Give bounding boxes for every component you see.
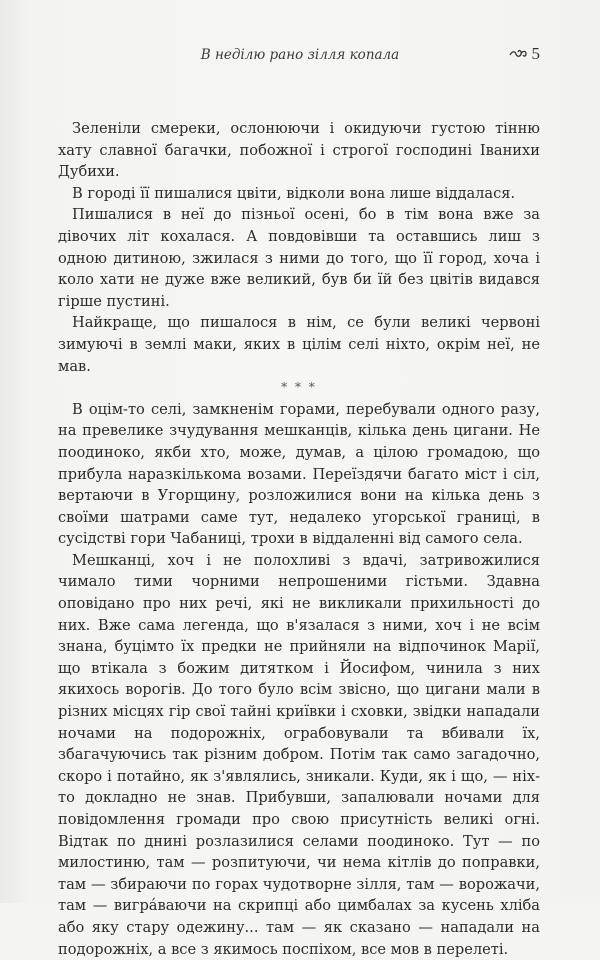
flourish-ornament-icon [509,47,527,59]
body-text [58,118,540,960]
paragraph: В оцім-то селі, замкненім горами, перебували одного разу, на превелике зчудування мешканців, кілька день цигани. Не поодиноко, якби хто, може, думав, а цілою громадою, що прибула наразкількома возами. Переїздячи багато міст і сіл, вертаючи в Угорщину, розложилися вони на кілька день з своїми шатрами саме тут, недалеко угорської границі, в сусідстві гори Чабаниці, трохи в віддаленні від самого села. [58,400,540,548]
chapter-title: В неділю рано зілля копала [200,47,400,63]
running-header [60,44,540,68]
page-number: 5 [531,44,540,63]
paragraph: Зеленіли смереки, ослонюючи і окидуючи густою тінню хату славної багачки, побожної і строгої господині Іванихи Дубихи. [58,120,540,181]
paragraph: В городі її пишалися цвіти, відколи вона лише віддалася. [72,184,516,202]
section-break: * * * [281,380,317,395]
paragraph: Пишалися в неї до пізньої осені, бо в тім вона вже за дівочих літ кохалася. А повдовівши та оставшись лиш з одною дитиною, зжилася з ними до того, що її город, хоча і коло хати не дуже вже великий, був би їй без цвітів видався гірше пустині. [58,206,540,310]
paragraph: Мешканці, хоч і не полохливі з вдачі, затривожилися чимало тими чорними непрошеними гістьми. Здавна оповідано про них речі, які не викликали прихильності до них. Вже сама легенда, що в'язалася з ними, хоч і не всім знана, буцімто їх предки не прийняли на відпочинок Марії, що втікала з божим дитятком і Йосифом, чинила з них якихось ворогів. До того було всім звісно, що цигани мали в різних місцях гір свої тайні криївки і сховки, звідки нападали ночами на подорожніх, ограбовували та вбивали їх, збагачуючись так різним добром. Потім так само загадочно, скоро і потайно, як з'являлись, зникали. Куди, як і що, — ніхто докладно не знав. Прибувши, запалювали ночами для повідомлення громади про свою присутність великі огні. Відтак по днині розлазилися селами поодиноко. Тут — по милостиню, там — розпитуючи, чи нема кітлів до поправки, там — збираючи по горах чудотворне зілля, там — ворожачи, там — вигрáваючи на скрипці або цимбалах за кусень хліба або яку стару одежину... там — як сказано — нападали на подорожніх, а все з якимось поспіхом, все мов в перелеті. [58,551,540,958]
paragraph: Найкраще, що пишалося в нім, се були великі червоні зимуючі в землі маки, яких в цілім селі ніхто, окрім неї, не мав. [58,314,540,375]
flourish-ornament-icon [509,47,527,62]
page-number-group [509,44,541,64]
